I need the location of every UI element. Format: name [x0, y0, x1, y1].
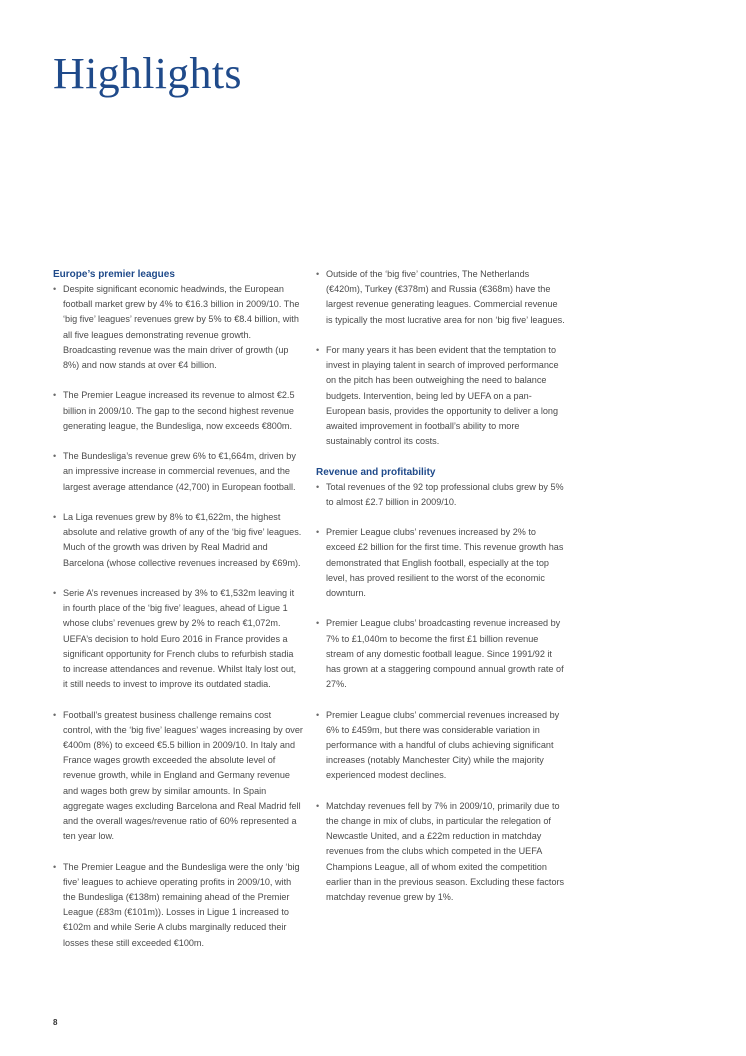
list-item: • Outside of the ‘big five’ countries, The Netherlands (€420m), Turkey (€378m) and Russia (€368m) have the largest revenue generating leagues. Commercial revenue is typically the most lucrative area for non ‘big five’ leagues. [316, 267, 566, 328]
list-item: • Premier League clubs’ revenues increased by 2% to exceed £2 billion for the first time. This revenue growth has demonstrated that English football, especially at the top level, has proved resilient to the worst of the economic downturn. [316, 525, 566, 601]
list-item: • The Bundesliga’s revenue grew 6% to €1,664m, driven by an impressive increase in commercial revenues, and the largest average attendance (42,700) in European football. [53, 449, 303, 495]
list-item: • Premier League clubs’ broadcasting revenue increased by 7% to £1,040m to become the first £1 billion revenue stream of any domestic football league. Since 1991/92 it has grown at a staggering compound annual growth rate of 27%. [316, 616, 566, 692]
list-item: • The Premier League increased its revenue to almost €2.5 billion in 2009/10. The gap to the second highest revenue generating league, the Bundesliga, now exceeds €800m. [53, 388, 303, 434]
europe-bullet-list-continued [316, 267, 566, 449]
list-item: • The Premier League and the Bundesliga were the only ‘big five’ leagues to achieve operating profits in 2009/10, with the Bundesliga (€138m) remaining ahead of the Premier League (£83m (€101m)). Losses in Ligue 1 increased to €102m and while Serie A clubs marginally reduced their losses these still exceeded €100m. [53, 860, 303, 951]
list-item: • Premier League clubs’ commercial revenues increased by 6% to £459m, but there was considerable variation in performance with a handful of clubs achieving significant increases (notably Manchester City) while the majority experienced modest declines. [316, 708, 566, 784]
list-item: • Matchday revenues fell by 7% in 2009/10, primarily due to the change in mix of clubs, in particular the relegation of Newcastle United, and a £22m reduction in matchday revenues from the clubs which competed in the UEFA Champions League, all of whom exited the competition earlier than in the previous season. Excluding these factors matchday revenue grew by 1%. [316, 799, 566, 905]
list-item: • La Liga revenues grew by 8% to €1,622m, the highest absolute and relative growth of any of the ‘big five’ leagues. Much of the growth was driven by Real Madrid and Barcelona (whose collective revenues increased by €69m). [53, 510, 303, 571]
list-item: • Serie A’s revenues increased by 3% to €1,532m leaving it in fourth place of the ‘big five’ leagues, ahead of Ligue 1 whose clubs’ revenues grew by 2% to reach €1,072m. UEFA’s decision to hold Euro 2016 in France provides a significant opportunity for French clubs to refurbish stadia to increase attendances and revenue. Whilst Italy lost out, it still needs to invest to improve its outdated stadia. [53, 586, 303, 692]
right-column [316, 267, 566, 920]
list-item: • For many years it has been evident that the temptation to invest in playing talent in search of improved performance on the pitch has been outweighing the need to balance budgets. Intervention, being led by UEFA on a pan-European basis, provides the opportunity to deliver a long awaited improvement in football’s ability to more sustainably control its costs. [316, 343, 566, 449]
europe-bullet-list [53, 282, 303, 951]
section-heading-revenue: Revenue and profitability [316, 466, 436, 478]
revenue-bullet-list [316, 480, 566, 906]
list-item: • Total revenues of the 92 top professional clubs grew by 5% to almost £2.7 billion in 2009/10. [316, 480, 566, 510]
list-item: • Despite significant economic headwinds, the European football market grew by 4% to €16.3 billion in 2009/10. The ‘big five’ leagues’ revenues grew by 5% to €8.4 billion, with all five leagues demonstrating revenue growth. Broadcasting revenue was the main driver of growth (up 8%) and now stands at over €4 billion. [53, 282, 303, 373]
page-title: Highlights [53, 49, 242, 98]
left-column [53, 267, 303, 966]
list-item: • Football’s greatest business challenge remains cost control, with the ‘big five’ leagues’ wages increasing by over €400m (8%) to exceed €5.5 billion in 2009/10. In Italy and France wages growth exceeded the absolute level of revenue growth, while in England and Germany revenue and wages both grew by similar amounts. In Spain aggregate wages excluding Barcelona and Real Madrid fell and the overall wages/revenue ratio of 60% represented a ten year low. [53, 708, 303, 845]
page-number: 8 [53, 1018, 58, 1027]
section-heading-europe: Europe’s premier leagues [53, 269, 175, 280]
